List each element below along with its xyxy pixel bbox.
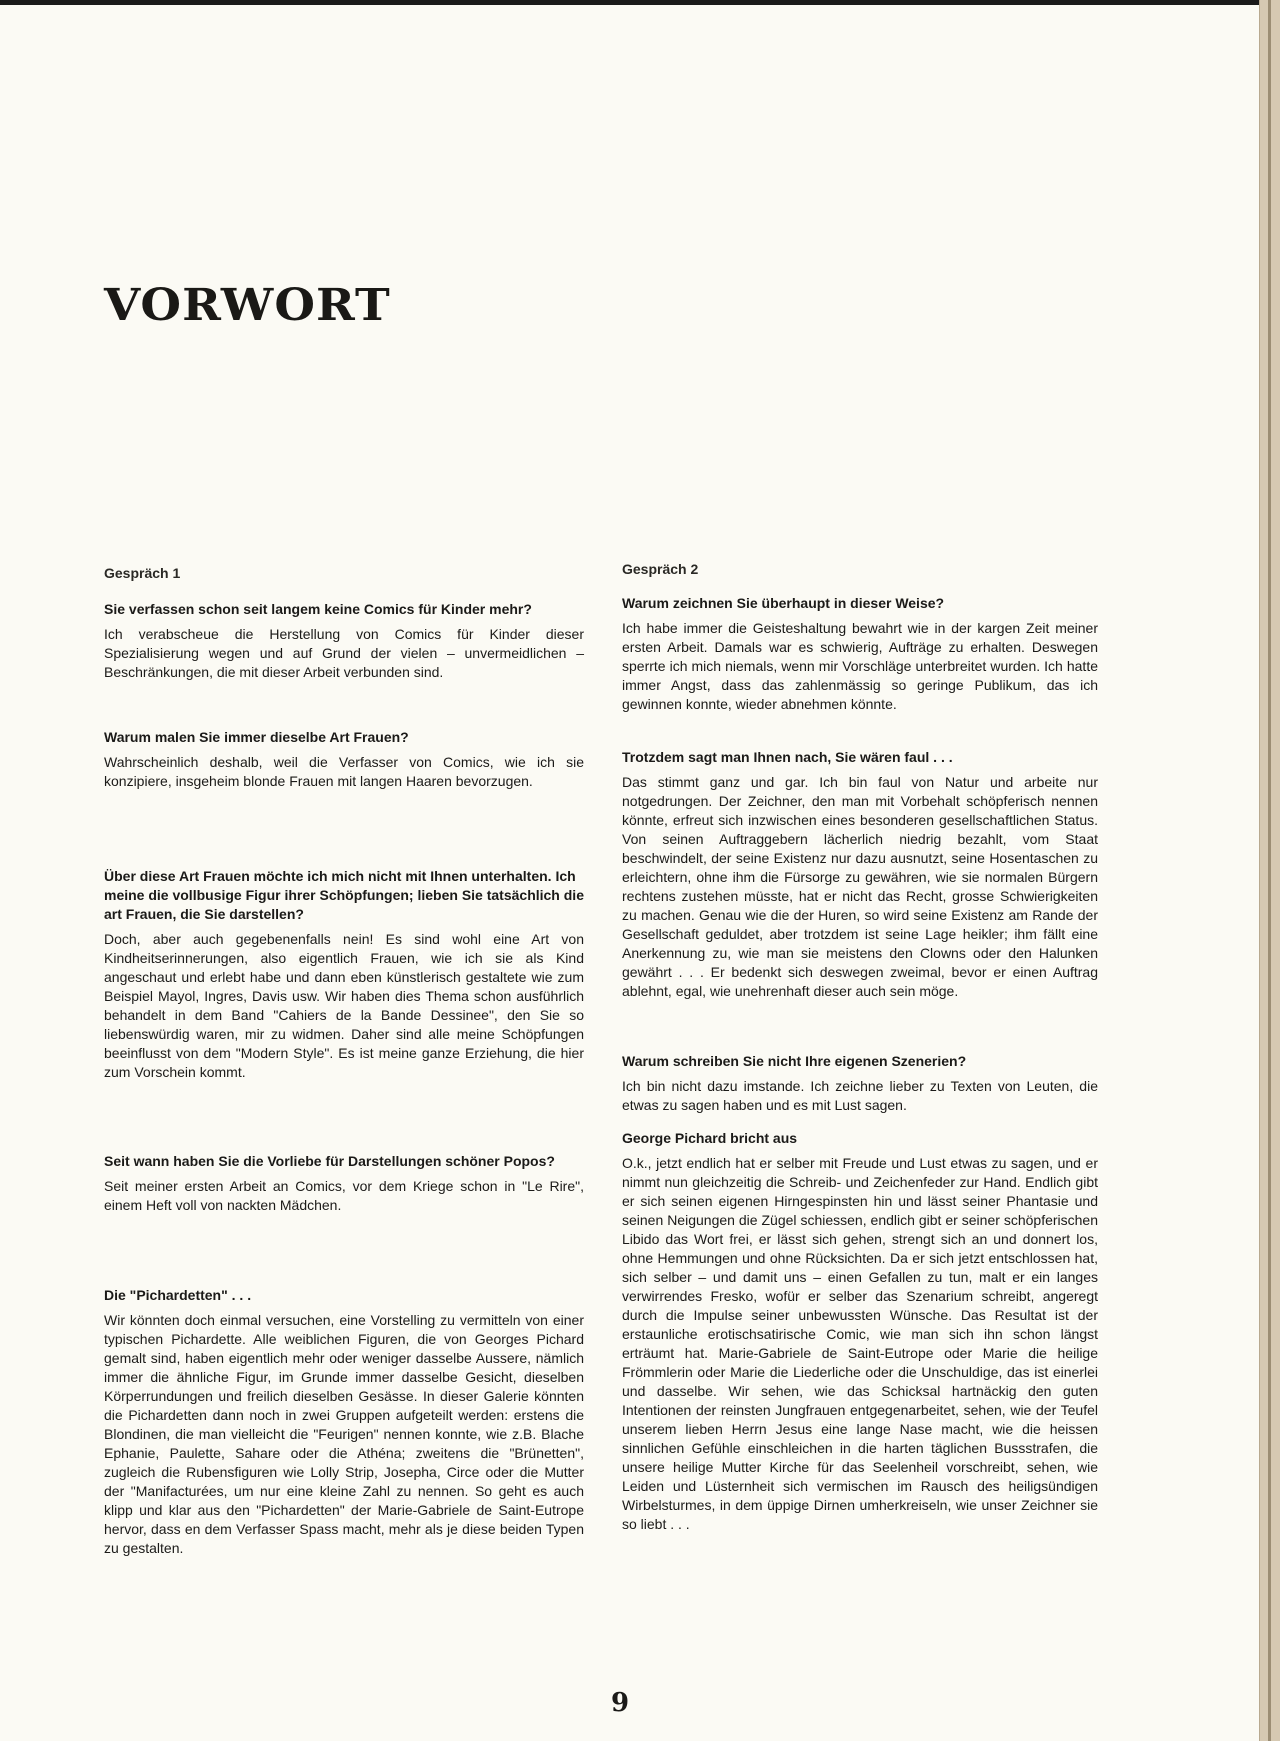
question: Trotzdem sagt man Ihnen nach, Sie wären faul . . .	[622, 749, 953, 765]
answer: Wahrscheinlich deshalb, weil die Verfasser von Comics, wie ich sie konzipiere, insgeheim blonde Frauen mit langen Haaren bevorzugen.	[104, 754, 584, 789]
right-heading: Gespräch 2	[622, 561, 699, 577]
left-qa-2	[104, 728, 584, 791]
book-spine-edge	[1259, 0, 1280, 1741]
question: Warum malen Sie immer dieselbe Art Frauen?	[104, 729, 409, 745]
right-qa-4	[622, 1129, 1098, 1534]
page-number: 9	[610, 1688, 630, 1718]
answer: Seit meiner ersten Arbeit an Comics, vor dem Kriege schon in "Le Rire", einem Heft voll von nackten Mädchen.	[104, 1178, 584, 1213]
answer: Ich bin nicht dazu imstande. Ich zeichne lieber zu Texten von Leuten, die etwas zu sagen haben und es mit Lust sagen.	[622, 1078, 1098, 1113]
right-qa-2	[622, 748, 1098, 1001]
left-qa-3	[104, 867, 584, 1082]
left-heading: Gespräch 1	[104, 565, 181, 581]
answer: Wir könnten doch einmal versuchen, eine Vorstelling zu vermitteln von einer typischen Pichardette. Alle weiblichen Figuren, die von Georges Pichard gemalt sind, haben eigentlich mehr oder weniger dasselbe Aussere, nämlich immer die ähnliche Figur, im Grunde immer dasselbe Gesicht, dieselben Körperrundungen und freilich dieselben Gesässe. In dieser Galerie könnten die Pichardetten dann noch in zwei Gruppen aufgeteilt werden: erstens die Blondinen, die man vielleicht die "Feurigen" nennen konnte, wie z.B. Blache Ephanie, Paulette, Sahare oder die Athéna; zweitens die "Brünetten", zugleich die Rubensfiguren wie Lolly Strip, Josepha, Circe oder die Mutter der "Manifacturées, um nur eine kleine Zahl zu nennen. So geht es auch klipp und klar aus den "Pichardetten" der Marie-Gabriele de Saint-Eutrope hervor, dass en dem Verfasser Spass macht, mehr als je diese beiden Typen zu gestalten.	[104, 1312, 584, 1556]
left-qa-4	[104, 1152, 584, 1215]
page-title: VORWORT	[104, 280, 391, 331]
question: Die "Pichardetten" . . .	[104, 1287, 252, 1303]
page-top-edge	[0, 0, 1280, 5]
question: Seit wann haben Sie die Vorliebe für Darstellungen schöner Popos?	[104, 1153, 555, 1169]
answer: Ich verabscheue die Herstellung von Comics für Kinder dieser Spezialisierung wegen und auf Grund der vielen – unvermeidlichen – Beschränkungen, die mit dieser Arbeit verbunden sind.	[104, 626, 584, 680]
question: Warum zeichnen Sie überhaupt in dieser Weise?	[622, 595, 945, 611]
right-qa-1	[622, 594, 1098, 714]
answer: Das stimmt ganz und gar. Ich bin faul von Natur und arbeite nur notgedrungen. Der Zeichner, den man mit Vorbehalt schöpferisch nennen könnte, erfreut sich inzwischen eines besonderen gesellschaftlichen Status. Von seinen Auftraggebern lächerlich niedrig bezahlt, vom Staat beschwindelt, der seine Existenz nur dazu ausnutzt, seine Hosentaschen zu erleichtern, ohne ihm die Fürsorge zu gewähren, wie sie normalen Bürgern rechtens zustehen müsste, hat er nicht das Recht, grosse Schwierigkeiten zu machen. Genau wie die der Huren, so wird seine Existenz am Rande der Gesellschaft geduldet, aber trotzdem ist seine Lage heikler; ihm fällt eine Anerkennung zu, wie man sie meistens den Clowns oder den Halunken gewährt . . . Er bedenkt sich deswegen zweimal, bevor er einen Auftrag ablehnt, egal, wie unehrenhaft dieser auch sein möge.	[622, 774, 1098, 999]
question: George Pichard bricht aus	[622, 1130, 798, 1146]
answer: Doch, aber auch gegebenenfalls nein! Es sind wohl eine Art von Kindheitserinnerungen, also eigentlich Frauen, wie ich sie als Kind angeschaut und erlebt habe und dann eben künstlerisch gestaltete wie zum Beispiel Mayol, Ingres, Davis usw. Wir haben dies Thema schon ausführlich behandelt in dem Band "Cahiers de la Bande Dessinee", den Sie so liebenswürdig waren, mir zu widmen. Daher sind alle meine Schöpfungen beeinflusst von dem "Modern Style". Es ist meine ganze Erziehung, die hier zum Vorschein kommt.	[104, 931, 584, 1080]
left-qa-5	[104, 1286, 584, 1558]
answer: O.k., jetzt endlich hat er selber mit Freude und Lust etwas zu sagen, und er nimmt nun gleichzeitig die Schreib- und Zeichenfeder zur Hand. Endlich gibt er sich seinen eigenen Hirngespinsten hin und lässt seiner Phantasie und seinen Neigungen die Zügel schiessen, endlich gibt er seiner schöpferischen Libido das Wort frei, er lässt sich gehen, strengt sich an und donnert los, ohne Hemmungen und ohne Rücksichten. Da er sich jetzt entschlossen hat, sich selber – und damit uns – einen Gefallen zu tun, malt er ein langes verwirrendes Fresko, wofür er selber das Szenarium schreibt, angeregt durch die Impulse seiner unbewussten Wünsche. Das Resultat ist der erstaunliche erotischsatirische Comic, wie man sich ihn schon längst erträumt hat. Marie-Gabriele de Saint-Eutrope oder Marie die heilige Frömmlerin oder Marie die Liederliche oder die Unschuldige, das ist einerlei und dasselbe. Wir sehen, wie das Schicksal hartnäckig den guten Intentionen der reinsten Jungfrauen entgegenarbeitet, sehen, wie der Teufel unserem lieben Herrn Jesus eine lange Nase macht, wie die heissen sinnlichen Gefühle einschleichen in die harten täglichen Bussstrafen, die unsere heilige Mutter Kirche für das Seelenheil vorschreibt, sehen, wie Leiden und Lüsternheit sich vermischen im Rausch des heiligsündigen Wirbelsturmes, in dem üppige Dirnen umherkreiseln, wie unser Zeichner sie so liebt . . .	[622, 1155, 1098, 1532]
left-qa-1	[104, 600, 584, 682]
question: Sie verfassen schon seit langem keine Comics für Kinder mehr?	[104, 601, 532, 617]
answer: Ich habe immer die Geisteshaltung bewahrt wie in der kargen Zeit meiner ersten Arbeit. Damals war es schwierig, Aufträge zu erhalten. Deswegen sperrte ich mich niemals, wenn mir Vorschläge unterbreitet wurden. Ich hatte immer Angst, dass das zahlenmässig so geringe Publikum, das ich gewinnen konnte, wieder abnehmen könnte.	[622, 620, 1098, 712]
question: Warum schreiben Sie nicht Ihre eigenen Szenerien?	[622, 1053, 967, 1069]
question: Über diese Art Frauen möchte ich mich nicht mit Ihnen unterhalten. Ich meine die vollbusige Figur ihrer Schöpfungen; lieben Sie tatsächlich die art Frauen, die Sie darstellen?	[104, 868, 584, 922]
right-qa-3	[622, 1052, 1098, 1115]
